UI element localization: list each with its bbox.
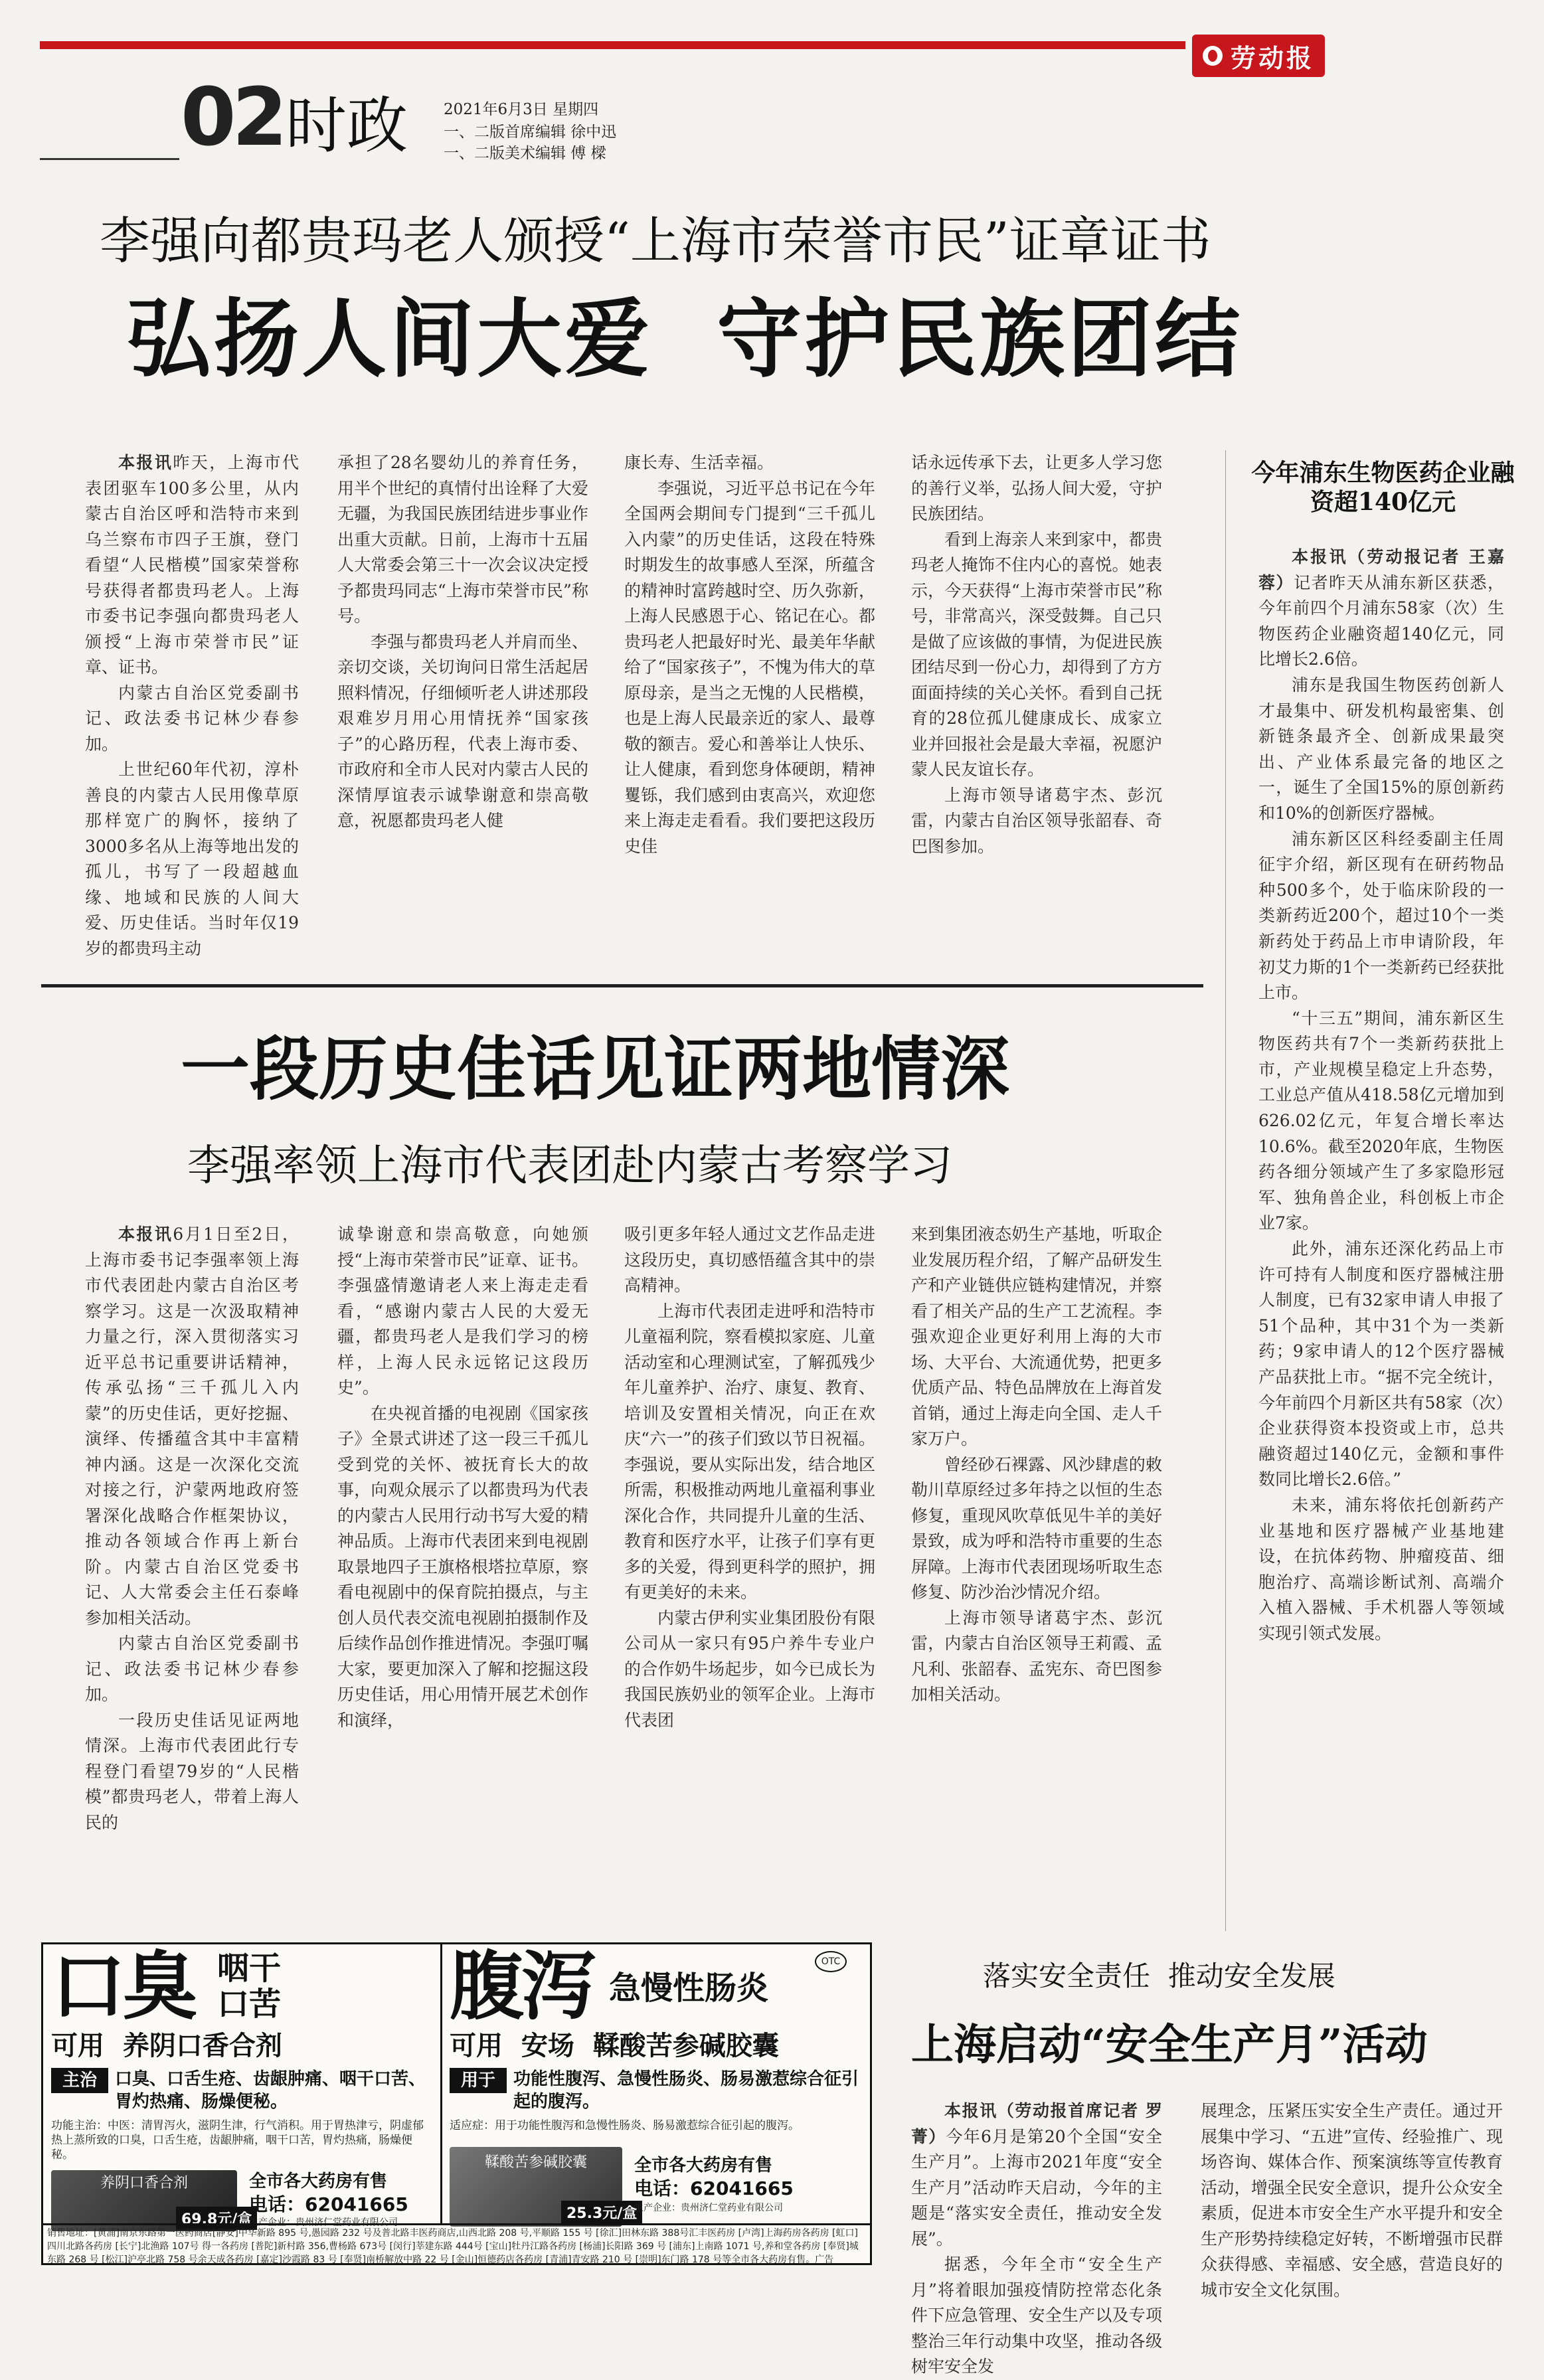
ad-left-price: 69.8元/盒: [176, 2207, 257, 2230]
ad-right-use: 可用 安场 鞣酸苦参碱胶囊: [450, 2031, 779, 2061]
ad-right-treat: 功能性腹泻、急慢性肠炎、肠易激惹综合征引起的腹泻。: [513, 2069, 859, 2112]
paragraph: 话永远传承下去，让更多人学习您的善行义举，弘扬人间大爱，守护民族团结。: [911, 453, 1162, 523]
column-divider: [1225, 450, 1226, 1931]
article4-column-1: [911, 2098, 1162, 2376]
article1-column-2: [337, 450, 588, 938]
paragraph: 诚挚谢意和崇高敬意，向她颁授“上海市荣誉市民”证章、证书。李强盛情邀请老人来上海走走看看，“感谢内蒙古人民的大爱无疆，都贵玛老人是我们学习的榜样，上海人民永远铭记这段历史”。: [337, 1225, 588, 1397]
logo-icon: [1203, 46, 1223, 66]
section-divider: [41, 984, 1203, 987]
ad-divider: [440, 1944, 442, 2223]
paragraph: 浦东是我国生物医药创新人才最集中、研发机构最密集、创新链条最齐全、创新成果最突出、产业体系最完备的地区之一，诞生了全国15%的原创新药和10%的创新医疗器械。: [1258, 675, 1504, 823]
paragraph: 此外，浦东还深化药品上市许可持有人制度和医疗器械注册人制度，已有32家申请人申报了51个品种，其中31个为一类新药；9家申请人的12个医疗器械产品获批上市。“据不完全统计，今年前四个月新区共有58家（次）企业获得资本投资或上市，总共融资超过140亿元，金额和事件数同比增长2.6倍。”: [1258, 1239, 1504, 1489]
ad-right-product-box: 鞣酸苦参碱胶囊: [450, 2147, 622, 2227]
ad-right-tag: 急慢性肠炎: [609, 1970, 769, 2007]
article2-column-3: [624, 1222, 875, 1906]
ad-left-small-top: 咽干: [217, 1950, 282, 1987]
article1-headline: 弘扬人间大爱 守护民族团结: [126, 290, 1243, 389]
paragraph: 浦东新区区科经委副主任周征宇介绍，新区现有在研药物品种500多个，处于临床阶段的一类新药近200个，超过10个一类新药处于药品上市申请阶段，年初艾力斯的1个一类新药已经获批上市。: [1258, 829, 1504, 1003]
ad-left-use: 可用 养阴口香合剂: [51, 2031, 282, 2061]
article3-headline: 今年浦东生物医药企业融资超140亿元: [1251, 459, 1515, 516]
paragraph: 内蒙古自治区党委副书记、政法委书记林少春参加。: [85, 683, 299, 754]
paragraph: 6月1日至2日，上海市委书记李强率领上海市代表团赴内蒙古自治区考察学习。这是一次汲取精神力量之行，深入贯彻落实习近平总书记重要讲话精神，传承弘扬“三千孤儿入内蒙”的历史佳话，更好挖掘、演绎、传播蕴含其中丰富精神内涵。这是一次深化交流对接之行，沪蒙两地政府签署深化战略合作框架协议，推动各领域合作再上新台阶。内蒙古自治区党委书记、人大常委会主任石泰峰参加相关活动。: [85, 1225, 299, 1628]
ad-right-price: 25.3元/盒: [561, 2201, 642, 2224]
ad-right-function: 适应症：用于功能性腹泻和急慢性肠炎、肠易激惹综合征引起的腹泻。: [450, 2119, 800, 2132]
article4-column-2: [1201, 2098, 1503, 2304]
article4-headline: 上海启动“安全生产月”活动: [911, 2020, 1428, 2070]
article1-column-1: [85, 450, 299, 958]
paragraph: 李强说，习近平总书记在今年全国两会期间专门提到“三千孤儿入内蒙”的历史佳话，这段在特殊时期发生的故事感人至深，所蕴含的精神时富跨越时空、历久弥新，上海人民感恩于心、铭记在心。都贵玛老人把最好时光、最美年华献给了“国家孩子”，不愧为伟大的草原母亲，是当之无愧的人民楷模，也是上海人民最亲近的家人、最尊敬的额吉。爱心和善举让人快乐、让人健康，看到您身体硬朗，精神矍铄，我们感到由衷高兴，欢迎您来上海走走看看。我们要把这段历史佳: [624, 478, 875, 856]
ad-right-treat-label: 用于: [450, 2068, 507, 2093]
ad-left-function: 功能主治：中医：清胃泻火，滋阴生津，行气消积。用于胃热津亏，阴虚郁热上蒸所致的口臭，口舌生疮，齿龈肿痛，咽干口苦，胃灼热痛，肠燥便秘。: [51, 2119, 424, 2162]
ad-footer: 销售地址：[黄浦]南京东路第一医药商店[静安]中华新路 895 号,愚园路 232 号及普北路丰医药商店,山西北路 208 号,平顺路 155 号 [徐汇]田林东路 388号汇丰医药房 [卢湾]上海药房各药房 [虹口]四川北路各药房 [长宁]北渔路 107号 得一各药房 [普陀]新村路 356,曹杨路 673号 [闵行]莘建东路 444号 [宝山]牡丹江路各药房 [杨浦]长阳路 369 号 [浦东]上南路 1071 号,养和堂各药房 [奉贤]城东路 268 号 [松江]沪亭北路 758 号余天成各药房 [嘉定]沙霞路 83 号 [奉贤]南桥解放中路 22 号 [金山]恒德药店各药房 [青浦]青安路 210 号 [崇明]东门路 178 号等全市各大药房有售。广告: [43, 2223, 870, 2263]
newspaper-logo: [1192, 35, 1325, 77]
ad-left-title: 口臭: [51, 1944, 195, 2030]
ad-left-maker: 生产企业：贵州济仁堂药业有限公司: [249, 2217, 398, 2228]
ad-left-small-bottom: 口苦: [217, 1986, 282, 2023]
paragraph: 上世纪60年代初，淳朴善良的内蒙古人民用像草原那样宽广的胸怀，接纳了3000多名从上海等地出发的孤儿，书写了一段超越血缘、地域和民族的人间大爱、历史佳话。当时年仅19岁的都贵玛主动: [85, 760, 299, 958]
dateline: 本报讯: [118, 1225, 173, 1244]
article1-subhead: 李强向都贵玛老人颁授“上海市荣誉市民”证章证书: [100, 211, 1211, 270]
paragraph: 昨天，上海市代表团驱车100多公里，从内蒙古自治区呼和浩特市来到乌兰察布市四子王旗，登门看望“人民楷模”国家荣誉称号获得者都贵玛老人。上海市委书记李强向都贵玛老人颁授“上海市荣誉市民”证章、证书。: [85, 453, 299, 677]
ad-left-treat-label: 主治: [51, 2068, 108, 2093]
article2-column-4: [911, 1222, 1162, 1906]
paragraph: 未来，浦东将依托创新药产业基地和医疗器械产业基地建设，在抗体药物、肿瘤疫苗、细胞治疗、高端诊断试剂、高端介入植入器械、手术机器人等领域实现引领式发展。: [1258, 1495, 1504, 1643]
article2-subhead: 李强率领上海市代表团赴内蒙古考察学习: [187, 1142, 952, 1191]
advertisement: [41, 1942, 872, 2265]
paragraph: 承担了28名婴幼儿的养育任务，用半个世纪的真情付出诠释了大爱无疆，为我国民族团结进步事业作出重大贡献。日前，上海市十五届人大常委会第三十一次会议决定授予都贵玛同志“上海市荣誉市民”称号。: [337, 453, 588, 626]
paragraph: 来到集团液态奶生产基地，听取企业发展历程介绍，了解产品研发生产和产业链供应链构建情况，并察看了相关产品的生产工艺流程。李强欢迎企业更好利用上海的大市场、大平台、大流通优势，把更多优质产品、特色品牌放在上海首发首销，通过上海走向全国、走人千家万户。: [911, 1225, 1162, 1448]
page-number: 02: [181, 72, 284, 164]
paragraph: 上海市代表团走进呼和浩特市儿童福利院，察看模拟家庭、儿童活动室和心理测试室，了解孤残少年儿童养护、治疗、康复、教育、培训及安置相关情况，向正在欢庆“六一”的孩子们致以节日祝福。李强说，要从实际出发，结合地区所需，积极推动两地儿童福利事业深化合作，共同提升儿童的生活、教育和医疗水平，让孩子们享有更多的关爱，得到更科学的照护，拥有更美好的未来。: [624, 1301, 875, 1602]
article4-subhead: 落实安全责任 推动安全发展: [983, 1960, 1335, 1992]
ad-right-maker: 生产企业：贵州济仁堂药业有限公司: [634, 2203, 783, 2213]
dateline: 本报讯: [944, 2101, 997, 2120]
paragraph: 吸引更多年轻人通过文艺作品走进这段历史，真切感悟蕴含其中的崇高精神。: [624, 1225, 875, 1295]
dateline: 本报讯: [1292, 547, 1348, 566]
ad-left-treat: 口臭、口舌生疮、齿龈肿痛、咽干口苦、胃灼热痛、肠燥便秘。: [115, 2069, 426, 2112]
article2-column-1: [85, 1222, 299, 1906]
top-red-rule: [40, 41, 1185, 49]
editor-line: 一、二版首席编辑 徐中迅: [444, 124, 617, 141]
paragraph: 内蒙古伊利实业集团股份有限公司从一家只有95户养牛专业户的合作奶牛场起步，如今已成长为我国民族奶业的领军企业。上海市代表团: [624, 1608, 875, 1730]
designer-line: 一、二版美术编辑 傅 樑: [444, 145, 606, 162]
byline: （劳动报记者 王嘉蓉）: [1258, 547, 1504, 592]
section-name: 时政: [286, 90, 408, 161]
paragraph: “十三五”期间，浦东新区生物医药共有7个一类新药获批上市，产业规模呈稳定上升态势，工业总产值从418.58亿元增加到626.02亿元，年复合增长率达10.6%。截至2020年底，生物医药各细分领域产生了多家隐形冠军、独角兽企业，科创板上市企业7家。: [1258, 1008, 1504, 1233]
ad-left-store: 全市各大药房有售: [249, 2171, 388, 2191]
paragraph: 李强与都贵玛老人并肩而坐、亲切交谈，关切询问日常生活起居照料情况，仔细倾听老人讲述那段艰难岁月用心用情抚养“国家孩子”的心路历程，代表上海市委、市政府和全市人民对内蒙古人民的深情厚谊表示诚挚谢意和崇高敬意，祝愿都贵玛老人健: [337, 632, 588, 830]
byline: （劳动报首席记者 罗菁）: [911, 2101, 1162, 2146]
article3-body: [1258, 545, 1504, 1932]
paragraph: 内蒙古自治区党委副书记、政法委书记林少春参加。: [85, 1634, 299, 1704]
paragraph: 上海市领导诸葛宇杰、彭沉雷，内蒙古自治区领导王莉霞、孟凡利、张韶春、孟宪东、奇巴图参加相关活动。: [911, 1608, 1162, 1704]
paragraph: 康长寿、生活幸福。: [624, 453, 774, 472]
ad-right-phone: 电话：62041665: [634, 2177, 794, 2199]
ad-right-title: 腹泻: [450, 1944, 593, 2030]
paragraph: 一段历史佳话见证两地情深。上海市代表团此行专程登门看望79岁的“人民楷模”都贵玛老人，带着上海人民的: [85, 1710, 299, 1832]
paragraph: 记者昨天从浦东新区获悉，今年前四个月浦东58家（次）生物医药企业融资超140亿元，同比增长2.6倍。: [1258, 572, 1504, 669]
paragraph: 曾经砂石裸露、风沙肆虐的敕勒川草原经过多年持之以恒的生态修复，重现风吹草低见牛羊的美好景致，成为呼和浩特市重要的生态屏障。上海市代表团现场听取生态修复、防沙治沙情况介绍。: [911, 1454, 1162, 1602]
logo-text: 劳动报: [1230, 42, 1314, 73]
paragraph: 今年6月是第20个全国“安全生产月”。上海市2021年度“安全生产月”活动昨天启动，今年的主题是“落实安全责任，推动安全发展”。: [911, 2126, 1162, 2249]
article2-column-2: [337, 1222, 588, 1906]
paragraph: 看到上海亲人来到家中，都贵玛老人掩饰不住内心的喜悦。她表示，今天获得“上海市荣誉市民”称号，非常高兴，深受鼓舞。自己只是做了应该做的事情，为促进民族团结尽到一份心力，却得到了方方面面持续的关心关怀。看到自己抚育的28位孤儿健康成长、成家立业并回报社会是最大幸福，祝愿沪蒙人民友谊长存。: [911, 529, 1162, 779]
article1-column-3: [624, 450, 875, 938]
dateline: 本报讯: [118, 453, 173, 472]
ad-right-store: 全市各大药房有售: [634, 2156, 773, 2175]
article2-headline: 一段历史佳话见证两地情深: [181, 1028, 1010, 1110]
date-line: 2021年6月3日 星期四: [444, 101, 599, 118]
otc-badge: OTC: [815, 1951, 847, 1972]
paragraph: 上海市领导诸葛宇杰、彭沉雷，内蒙古自治区领导张韶春、奇巴图参加。: [911, 785, 1162, 856]
paragraph: 在央视首播的电视剧《国家孩子》全景式讲述了这一段三千孤儿受到党的关怀、被抚育长大的故事，向观众展示了以都贵玛为代表的内蒙古人民用行动书写大爱的精神品质。上海市代表团来到电视剧取景地四子王旗格根塔拉草原，察看电视剧中的保育院拍摄点，与主创人员代表交流电视剧拍摄制作及后续作品创作推进情况。李强叮嘱大家，要更加深入了解和挖掘这段历史佳话，用心用情开展艺术创作和演绎，: [337, 1403, 588, 1730]
ad-left-phone: 电话：62041665: [249, 2193, 408, 2215]
masthead-rule: [40, 158, 179, 160]
ad-left-product-box: 养阴口香合剂: [51, 2170, 237, 2231]
paragraph: 展理念，压紧压实安全生产责任。通过开展集中学习、“五进”宣传、经验推广、现场咨询、媒体合作、预案演练等宣传教育活动，增强全民安全意识，提升公众安全素质，促进本市安全生产水平提升和安全生产形势持续稳定好转，不断增强市民群众获得感、幸福感、安全感，营造良好的城市安全文化氛围。: [1201, 2101, 1503, 2300]
paragraph: 据悉，今年全市“安全生产月”将着眼加强疫情防控常态化条件下应急管理、安全生产以及专项整治三年行动集中攻坚，推动各级树牢安全发: [911, 2254, 1162, 2376]
article1-column-4: [911, 450, 1162, 938]
